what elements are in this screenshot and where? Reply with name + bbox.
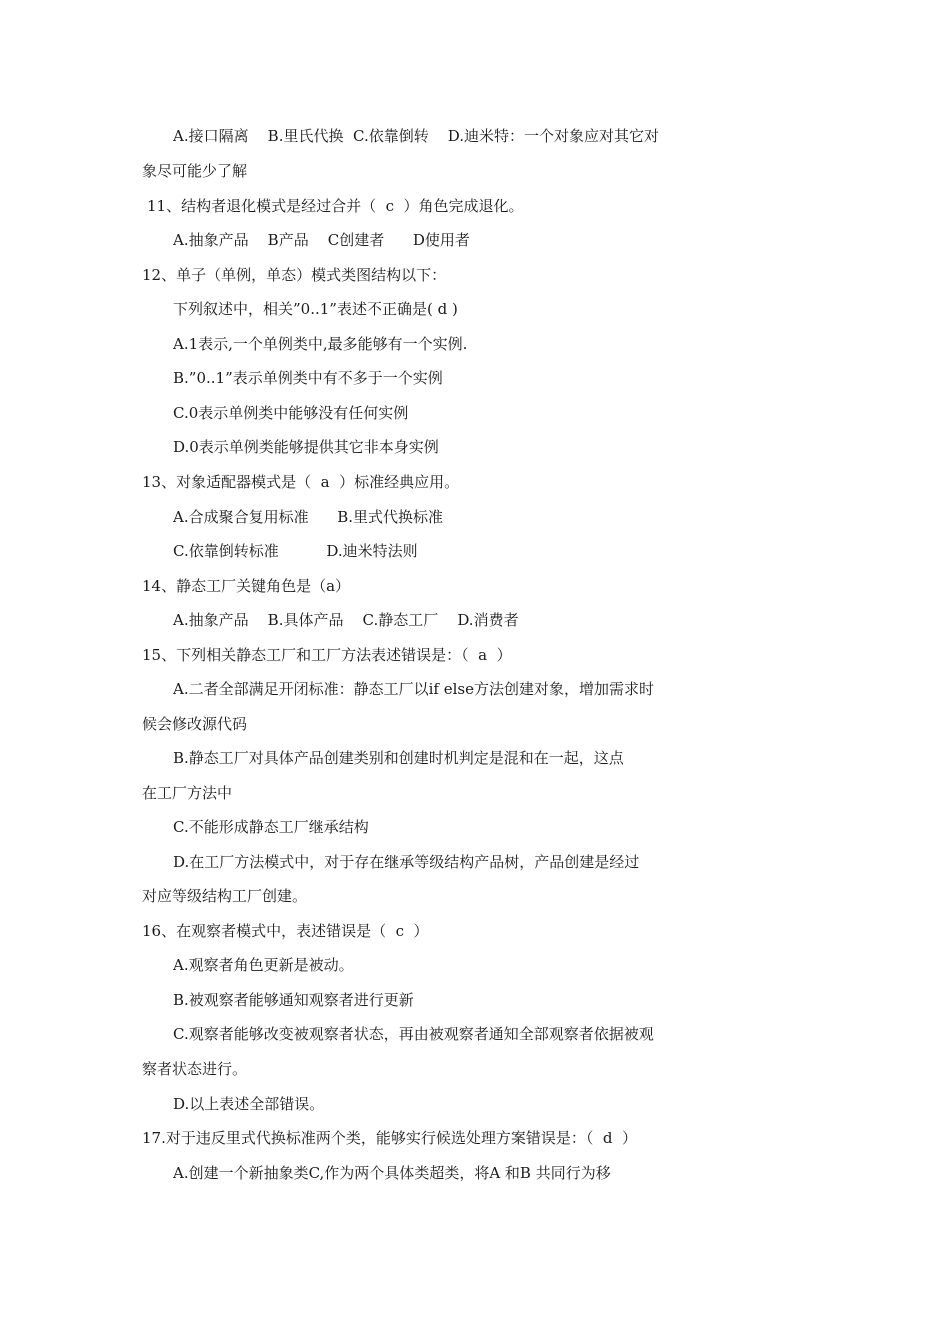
- option-line: A.二者全部满足开闭标准：静态工厂以if else方法创建对象，增加需求时: [173, 680, 654, 698]
- option-line: A.观察者角色更新是被动。: [173, 956, 354, 974]
- option-line: C.0表示单例类中能够没有任何实例: [173, 404, 409, 422]
- question-text: 下列叙述中，相关”0..1”表述不正确是( d ): [173, 300, 458, 318]
- option-line: B.被观察者能够通知观察者进行更新: [173, 991, 414, 1009]
- option-line: A.抽象产品 B.具体产品 C.静态工厂 D.消费者: [173, 611, 519, 629]
- continuation-line: 象尽可能少了解: [142, 162, 248, 180]
- continuation-line: 在工厂方法中: [142, 784, 233, 802]
- option-line: A.创建一个新抽象类C,作为两个具体类超类，将A 和B 共同行为移: [173, 1164, 611, 1182]
- question-17: 17.对于违反里式代换标准两个类，能够实行候选处理方案错误是：（ d ）: [142, 1129, 638, 1147]
- question-15: 15、下列相关静态工厂和工厂方法表述错误是：（ a ）: [142, 646, 512, 664]
- question-13: 13、对象适配器模式是（ a ）标准经典应用。: [142, 473, 460, 491]
- question-16: 16、在观察者模式中，表述错误是（ c ）: [142, 922, 429, 940]
- option-line: A.1表示,一个单例类中,最多能够有一个实例.: [173, 335, 468, 353]
- option-line: C.依靠倒转标准 D.迪米特法则: [173, 542, 418, 560]
- option-line: D.在工厂方法模式中，对于存在继承等级结构产品树，产品创建是经过: [173, 853, 640, 871]
- question-12: 12、单子（单例，单态）模式类图结构以下：: [142, 266, 447, 284]
- continuation-line: 察者状态进行。: [142, 1060, 248, 1078]
- option-line: C.不能形成静态工厂继承结构: [173, 818, 369, 836]
- continuation-line: 对应等级结构工厂创建。: [142, 887, 308, 905]
- option-line: A.抽象产品 B产品 C创建者 D使用者: [173, 231, 470, 249]
- question-14: 14、静态工厂关键角色是（a）: [142, 577, 351, 595]
- continuation-line: 候会修改源代码: [142, 715, 248, 733]
- option-line: A.合成聚合复用标准 B.里式代换标准: [173, 508, 444, 526]
- option-line: B.静态工厂对具体产品创建类别和创建时机判定是混和在一起，这点: [173, 749, 624, 767]
- option-line: D.0表示单例类能够提供其它非本身实例: [173, 438, 439, 456]
- option-line: B.”0..1”表示单例类中有不多于一个实例: [173, 369, 443, 387]
- option-line: D.以上表述全部错误。: [173, 1095, 325, 1113]
- option-line: C.观察者能够改变被观察者状态，再由被观察者通知全部观察者依据被观: [173, 1025, 654, 1043]
- option-line: A.接口隔离 B.里氏代换 C.依靠倒转 D.迪米特：一个对象应对其它对: [173, 127, 660, 145]
- question-11: 11、结构者退化模式是经过合并（ c ）角色完成退化。: [147, 197, 524, 215]
